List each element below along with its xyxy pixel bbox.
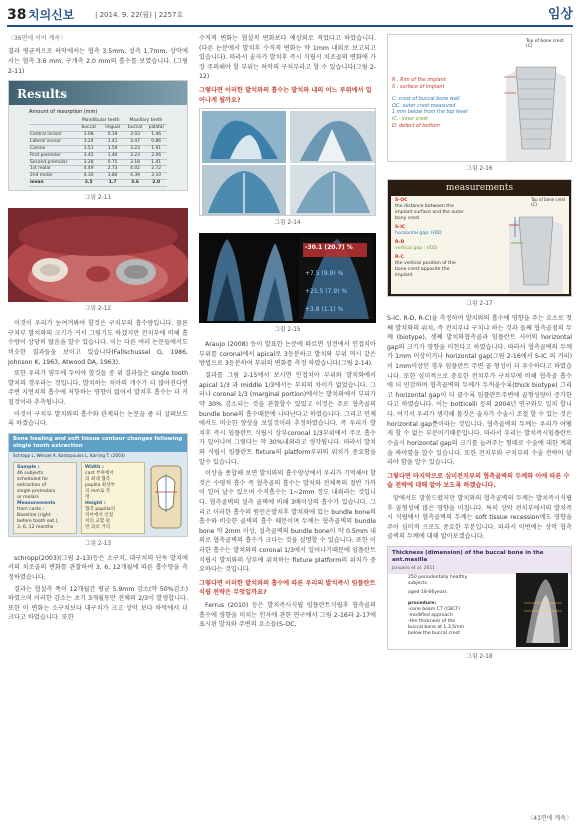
figure-caption: 그림 2-13 bbox=[84, 540, 112, 547]
table-cell: 3.45 bbox=[77, 152, 101, 159]
results-banner bbox=[9, 81, 187, 105]
text-line: 1 mm below from the top level bbox=[392, 109, 468, 116]
column-1 bbox=[8, 34, 188, 625]
row-label: 1st molar bbox=[29, 166, 77, 173]
sub-header: buccal bbox=[77, 124, 101, 131]
sub-header: buccal bbox=[125, 124, 146, 131]
text-line: Measurements bbox=[17, 501, 56, 507]
paragraph: 결과를 그림 2-15에서 보시면 인접치아 부위와 발치와에서 apical 1/3 과 middle 1/3에서는 부피의 차이가 없었습니다. 그러나 coronal 1/3 (marginal portion)에서는 발치와에서 부피가 약 30% 감소되는 것을 관찰할수 있었고 이것은 주로 협측골의 bundle bone의 흡수때문에 나타난다고 하였습니다. 그리고 인체에서도 비슷한 양상을 보일것이라 추정하였습니다. 즉 우리가 발치후 즉시 임플란트 식립시 상부coronal 1/3부위에서 주로 흡수가 일어나며 그렇다는 약 30%내외라고 생각됩니다. 따라서 발치와 식립시 임플란트 fixture의 platform부위의 위치가 중요함을 알수 있습니다. bbox=[199, 372, 376, 466]
volume-label: -30.1 (20.7) % bbox=[305, 244, 353, 252]
text-line: the distance between the bbox=[395, 203, 454, 209]
table-cell: 3.10 bbox=[145, 173, 167, 180]
text-line: 정 bbox=[85, 495, 90, 501]
text-line: 46 subjects bbox=[17, 471, 44, 477]
text-line: cast 부위에서 bbox=[85, 471, 114, 477]
table-cell: 0.75 bbox=[100, 159, 124, 166]
table-cell: 1.41 bbox=[145, 159, 167, 166]
implant-annotations bbox=[392, 77, 504, 129]
mouth-photo bbox=[8, 208, 188, 302]
table-cell: 3.51 bbox=[77, 145, 101, 152]
sample-box bbox=[13, 462, 77, 534]
text-line: implant surface and the outer bbox=[395, 209, 464, 215]
figure-caption: 그림 2-18 bbox=[466, 653, 493, 660]
table-cell: 4.02 bbox=[125, 166, 146, 173]
implant-measure-diagram bbox=[505, 197, 567, 293]
text-line: Sample : bbox=[17, 465, 40, 471]
text-line: single premolars bbox=[17, 489, 56, 495]
text-line: 3, 6, 12 months bbox=[17, 525, 54, 531]
row-label: mean bbox=[29, 180, 77, 187]
histology-panels bbox=[200, 109, 376, 216]
text-line: aged 18-66years bbox=[408, 590, 447, 596]
volume-label: +7.5 (9.9) % bbox=[305, 270, 344, 278]
text-line: vertical gap : VDD bbox=[395, 245, 437, 251]
text-line: papilla 최상부 bbox=[85, 483, 116, 489]
text-line: 의 최대 협측 bbox=[85, 477, 111, 483]
results-title: Results bbox=[17, 87, 67, 102]
study-details bbox=[408, 575, 513, 638]
text-line: scheduled for bbox=[17, 477, 49, 483]
table-cell: 2.73 bbox=[100, 166, 124, 173]
sub-header: palatal bbox=[145, 124, 167, 131]
table-cell: 2.72 bbox=[145, 166, 167, 173]
text-line: -the thickness of the bbox=[408, 619, 456, 625]
paragraph: 또한 우리가 염두에 두어야 할것들 중 위 결과들은 single tooth 발치의 경우라는 것입니다. 발치하는 치아의 개수가 더 많아진다면 주변 지연치의 흡수에 저항하는 영향이 없어서 발치후 흡수는 더 커질것이라 추측됩니다. bbox=[8, 370, 188, 406]
table-cell: 2.06 bbox=[145, 152, 167, 159]
text-line: -modified approach bbox=[408, 612, 453, 618]
figure-2-14 bbox=[199, 108, 376, 216]
table-cell: 3.03 bbox=[125, 131, 146, 138]
continued-to: 〈41면에 계속〉 bbox=[527, 815, 572, 822]
text-line: R : Rim of the implant bbox=[392, 77, 446, 83]
group-header: Maxillary teeth bbox=[125, 118, 167, 124]
table-cell: 4.49 bbox=[77, 166, 101, 173]
paragraph: Araujo (2008) 등이 발표한 논문에 따르면 성견에서 인접치아부위를 coronal에서 apical로 3등분하고 발치와 부위 역시 같은 방법으로 3등분하여 부위의 변화를 측정 하였습니다(그림 2-14). bbox=[199, 341, 376, 368]
text-line: S-OC bbox=[395, 197, 408, 203]
slide-title: Bone healing and soft tissue contour changes following single tooth extraction bbox=[9, 434, 187, 452]
header-rule bbox=[7, 25, 573, 27]
measure-box bbox=[81, 462, 145, 534]
paragraph: 수직적 변화는 협설적 변화보다 예상외로 적었다고 하였습니다. (다른 논문에서 발치후 수직적 변화는 약 1mm 내외로 보고되고 있습니다). 따라서 술자가 발치후 즉시 식립시 치조골의 변화에 가장 주의해야 할 부위는 하악의 구치부라고 할 수 있습니다(그림 2-12) bbox=[199, 35, 376, 81]
text-line: D: defect of bottom bbox=[392, 122, 440, 129]
paragraph: S-IC, R-D, R-C)을 측정하여 발치와의 흡수에 영향을 주는 요소로 첫째 발치와의 위치, 즉 전치부냐 구치냐 하는 것과 둘째 협측골점의 두께 (biotype), 셋째 발치와협측골과 임플란트 사이의 horizontal gap의 크기가 영향을 미친다고 하였습니다. 따라서 협측골벽의 두께가 1mm 이상이거나 horizontal gap(그림 2-16에서 S-IC 의 거리)이 1mm이상인 경우 임플란트 주변 골 형성이 더 우수하다고 하였습니다. 또한 심미적으로 중요한 전치부가 구치부에 비해 협측골 흡수에 더 민감하며 협측골벽의 두께가 두꺼울수록(thick biotype) 그리고 horizontal gap이 더 클수록 임플란트주변에 골형성량이 증가한다고 하였습니다. 이는 botticelli 등의 2004년 연구와도 일치 합니다. 여기서 우리가 생각해 볼것은 술자가 수술시 조절 할 수 있는 것은 horizontal gap뿐이라는 것입니다. 협측골벽의 두께는 우리가 어떻게 할 수 없는 부분이기때문입니다. 따라서 우리는 발치즉시임플란트 수술시 horizontal gap의 크기를 늘려주는 형태로 수술에 대한 계획을 짜야함을 알수 있습니다. 또한 전치부와 구치부의 수술 전략이 달라야 함을 알수 있습니다. bbox=[387, 314, 572, 467]
slide-citation: Schropp L, Wenzel A, Kostopoulos L, Karring T. (2003) bbox=[13, 452, 126, 458]
table-row bbox=[29, 180, 167, 187]
figure-caption: 그림 2-12 bbox=[84, 306, 112, 313]
figure-2-17 bbox=[387, 179, 572, 297]
paragraph: 결과는 협설측 폭이 12개월간 평균 5.9mm 감소(약 50%감소)하였으며 이러한 감소는 초기 3개월동안 전체의 2/3이 발생합니다. 또한 이 변화는 소구치보다 대구치가 크고 상악 보다 하악에서 더 크다고 하였습니다. 또한 bbox=[8, 585, 188, 622]
figure-caption: 그림 2-15 bbox=[274, 327, 301, 334]
measurements-title: measurements bbox=[445, 182, 514, 193]
text-line: S-IC bbox=[395, 224, 406, 230]
table-cell: 4.30 bbox=[77, 173, 101, 180]
table-cell: 3.28 bbox=[77, 159, 101, 166]
table-row bbox=[29, 152, 167, 159]
figure-2-16 bbox=[387, 34, 572, 162]
figure-2-12 bbox=[8, 208, 188, 302]
row-label: Second premolar bbox=[29, 159, 77, 166]
row-label: Lateral incisor bbox=[29, 138, 77, 145]
group-header: Mandibular teeth bbox=[77, 118, 125, 124]
paragraph: 이상을 종합해 보면 발치와의 흡수양상에서 우리가 기억해야 할 것은 수평적 흡수 즉 협측골의 흡수는 발치와 전체폭의 절반 가까이 일어 날수 있으며 수직흡수는 1~2mm 정도 내외라는 것입니다. 협측골벽의 설측 골벽에 비해 3배이상의 흡수가 있습니다. 그리고 이러한 흡수의 원인은발치후 발치와에 있는 bundle bone의 흡수와 비슷한 골벽의 흡수 때문이며 두께는 협측골벽의 bundle bone 약 2mm 이상, 설측골벽의 bundle bone이 약 0.5mm 내외로 협측골벽의 흡수가 크다는 것을 설명할 수 있습니다. 또한 이러한 흡수는 발치와의 coronal 1/3에서 일어나기때문에 임플란트 식립시 발치와의 상부에 위치하는 fixture platform의 위치가 중요하다는 것입니다. bbox=[199, 470, 376, 574]
table-cell: 1.46 bbox=[145, 131, 167, 138]
paragraph: 이것이 구치부 발치와의 흡수와 관계되는 논문을 좀 더 살펴보도록 하겠습니다. bbox=[8, 410, 188, 428]
question-heading: 그렇다면 마지막으로 심미전치부의 협측골벽의 두께와 이에 따른 수술 전략에 대해 알아 보도록 하겠습니다. bbox=[387, 472, 570, 490]
table-cell: 3.24 bbox=[77, 138, 101, 145]
text-line: 치의 교합 평 bbox=[85, 519, 111, 525]
text-line: -cone beam CT (CBCT) bbox=[408, 606, 461, 612]
text-line: Height : bbox=[85, 501, 106, 507]
text-line: or molars bbox=[17, 495, 39, 501]
table-cell: 3.47 bbox=[125, 138, 146, 145]
table-row bbox=[29, 159, 167, 166]
text-line: R-D bbox=[395, 239, 405, 245]
text-line: S : surface of implant bbox=[392, 83, 445, 90]
row-label: 2nd molar bbox=[29, 173, 77, 180]
text-line: bony crest bbox=[395, 215, 420, 221]
issue-date: | 2014. 9. 22(월) | 2257호 bbox=[95, 11, 184, 19]
table-row bbox=[29, 145, 167, 152]
text-line: R-C bbox=[395, 254, 404, 260]
section-title: 임상 bbox=[547, 7, 573, 22]
text-line: 치아에서 인접 bbox=[85, 513, 114, 519]
text-line: OC: outer crest measured bbox=[392, 102, 456, 109]
figure-2-11 bbox=[8, 80, 188, 191]
table-cell: 3.80 bbox=[100, 173, 124, 180]
text-line: the vertical position of the bbox=[395, 260, 456, 266]
table-cell: 3.23 bbox=[125, 152, 146, 159]
volume-label: +21.5 (7.9) % bbox=[305, 288, 348, 296]
table-cell: 3.23 bbox=[125, 145, 146, 152]
text-line: Baseline (right bbox=[17, 513, 51, 519]
implant-diagram bbox=[500, 37, 572, 161]
paragraph: schropp(2003)(그림 2-13)등은 소구치, 대구치의 단독 발치에서의 치조골의 변화를 관찰하여 3, 6, 12개월에 따른 흡수양을 측정하였습니다. bbox=[8, 554, 188, 581]
figure-caption: 그림 2-11 bbox=[84, 195, 112, 202]
resorption-table bbox=[29, 118, 167, 187]
text-line: C: crest of buccal bone wall bbox=[392, 96, 460, 103]
text-line: implant bbox=[395, 272, 413, 278]
bone-crest-label: Top of bone crest (C) bbox=[531, 196, 566, 207]
cbct-image bbox=[516, 573, 568, 647]
implant-label: Top of bone crest (C) bbox=[526, 39, 564, 50]
table-row bbox=[29, 173, 167, 180]
slide-title: Thickness (dimension) of the buccal bone in the ant.maxilla bbox=[388, 547, 571, 566]
table-cell: 3.08 bbox=[77, 131, 101, 138]
text-line: 면 과의 거리 bbox=[85, 525, 111, 531]
figure-2-15 bbox=[199, 233, 376, 323]
table-row bbox=[29, 166, 167, 173]
text-line: buccal bone at 1,3,5mm bbox=[408, 625, 465, 631]
text-line: below the buccal crest bbox=[408, 631, 460, 637]
table-cell: 1.91 bbox=[145, 145, 167, 152]
page-header bbox=[7, 5, 573, 27]
table-cell: 2.0 bbox=[145, 180, 167, 187]
sub-header: lingual bbox=[100, 124, 124, 131]
table-cell: 0.19 bbox=[100, 131, 124, 138]
figure-caption: 그림 2-16 bbox=[466, 166, 493, 172]
sub-header bbox=[29, 124, 77, 131]
paragraph: 앞에서도 말씀드렸지만 발치와의 협측골벽의 두께는 발치즉시식립후 골형성에 많은 영향을 미칩니다. 특히 상악 전치부에서의 발치즉시 식립에서 협측골벽의 두께는 soft tissue recession에도 영향을 주어 심미적 으로도 중요한 부분입니다. 따라서 이번에는 상악 협측골벽의 두께에 대해 알아보겠습니다. bbox=[387, 494, 572, 541]
row-label: Canine bbox=[29, 145, 77, 152]
table-cell: 1.41 bbox=[100, 138, 124, 145]
table-cell: 0.86 bbox=[145, 138, 167, 145]
table-cell: 4.39 bbox=[125, 173, 146, 180]
newspaper-name: 치의신보 bbox=[28, 8, 75, 22]
continued-from: 〈36면에 이어 계속〉 bbox=[8, 35, 67, 42]
row-label: Central incisor bbox=[29, 131, 77, 138]
text-line: horizontal gap: HDD bbox=[395, 230, 442, 236]
text-line: before tooth ext.), bbox=[17, 519, 59, 525]
figure-2-13 bbox=[8, 433, 188, 537]
row-label: First premolar bbox=[29, 152, 77, 159]
table-row bbox=[29, 131, 167, 138]
question-heading: 그렇다면 이러한 발치와의 흡수에 따른 우리의 발치즉시 임플란트 식립 전략은 무엇일까요? bbox=[199, 579, 376, 597]
text-line: from casts : bbox=[17, 507, 45, 513]
text-line: 협측 papilla의 bbox=[85, 507, 116, 513]
page-number: 38 bbox=[7, 7, 27, 23]
text-line: 의 mm로 측 bbox=[85, 489, 111, 495]
table-row bbox=[29, 138, 167, 145]
measurement-list bbox=[395, 198, 503, 279]
table-caption: Amount of resorption (mm) bbox=[29, 109, 98, 116]
paragraph: 이것이 우리가 눈여겨봐야 할것은 구치부의 흡수량입니다. 물론 구치부 발치와의 크기가 커서 그렇기도 하겠지만 전치부에 비해 흡수량이 상당히 많음을 알수 있습니다. 이는 다른 여러 논문들에서도 비슷한 결과들을 보이고 있습니다(Fallschussel G, 1986, Johnson K, 1963, Atwood DA, 1963). bbox=[8, 320, 188, 366]
table-cell: 3.5 bbox=[77, 180, 101, 187]
table-cell: 1.59 bbox=[100, 145, 124, 152]
text-line: IC : inner crest bbox=[392, 116, 428, 123]
paragraph: 결과 평균적으로 하악에서는 협측 3.5mm, 설측 1.7mm, 상악에서는 협측 3.6 mm, 구개측 2.0 mm의 흡수를 보였습니다. (그림 2-11) bbox=[8, 48, 188, 75]
figure-caption: 그림 2-17 bbox=[466, 300, 493, 307]
text-line: 250 periodontally healthy bbox=[408, 574, 468, 580]
column-2 bbox=[199, 34, 376, 632]
slide-citation: Januario et al. 2011 bbox=[388, 566, 571, 575]
table-cell: 1.7 bbox=[100, 180, 124, 187]
text-line: procedure: bbox=[408, 600, 437, 606]
figure-2-18 bbox=[387, 546, 572, 650]
question-heading: 그렇다면 이러한 발치와의 흡수는 발치와 내의 어느 부위에서 일어나게 될까요? bbox=[199, 87, 372, 104]
text-line: Width : bbox=[85, 465, 104, 471]
column-3 bbox=[387, 34, 572, 667]
table-cell: 3.18 bbox=[125, 159, 146, 166]
text-line: bone crest opposite the bbox=[395, 266, 450, 272]
table-cell: 1.40 bbox=[100, 152, 124, 159]
figure-caption: 그림 2-14 bbox=[274, 220, 301, 227]
cast-sketch bbox=[149, 462, 183, 532]
text-line: subjects bbox=[408, 581, 428, 587]
resorption-rows bbox=[29, 131, 167, 187]
volume-label: +3.8 (1.1) % bbox=[305, 306, 344, 314]
text-line: extraction of bbox=[17, 483, 47, 489]
table-cell: 3.6 bbox=[125, 180, 146, 187]
paragraph: Ferrus (2010) 등은 발치즉시식립 임플란트식립후 협측골의 흡수에 영향을 미치는 인자에 관한 연구에서 그림 2-16과 2-17에 표시된 발치와 주변의 요소들(S-OC, bbox=[199, 602, 376, 629]
